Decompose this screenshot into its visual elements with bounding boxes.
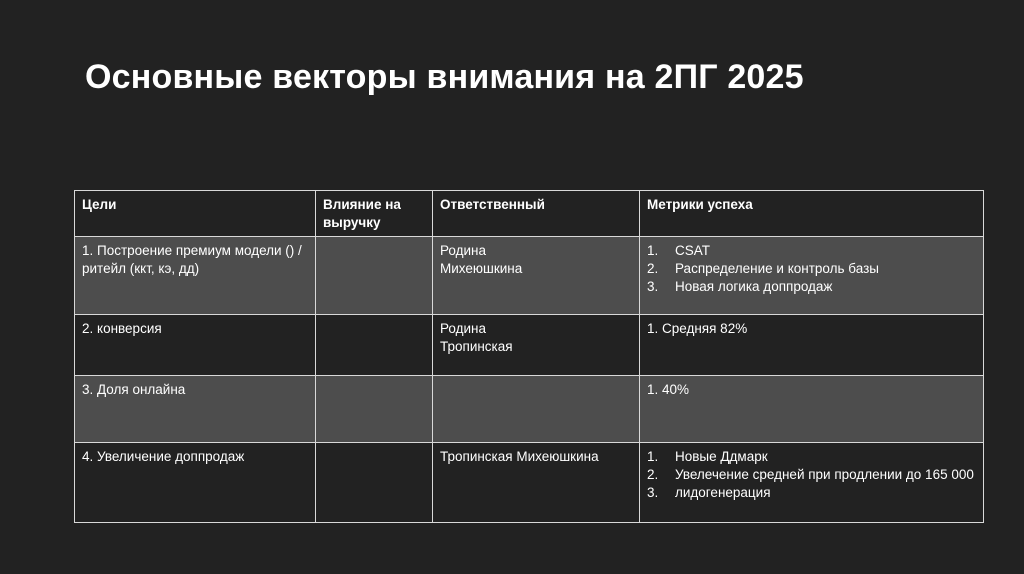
impact-cell	[316, 376, 433, 443]
owner-cell	[433, 237, 640, 315]
table-row	[75, 315, 984, 376]
metric-item: 1. Новые Ддмарк	[647, 449, 768, 464]
owner-name: Родина	[440, 243, 487, 258]
metrics-list	[647, 448, 976, 502]
goals-table	[74, 190, 984, 523]
slide-title: Основные векторы внимания на 2ПГ 2025	[85, 58, 804, 96]
metrics-cell	[640, 237, 984, 315]
metric-item: 2. Увелечение средней при продлении до 165 000	[647, 467, 974, 482]
goal-cell: 1. Построение премиум модели () /ритейл (ккт, кэ, дд)	[75, 237, 316, 315]
table-row	[75, 237, 984, 315]
header-impact: Влияние на выручку	[316, 191, 433, 237]
header-goals: Цели	[75, 191, 316, 237]
owner-name: Тропинская Михеюшкина	[440, 449, 599, 464]
metric-item: 3. лидогенерация	[647, 485, 771, 500]
table-row	[75, 376, 984, 443]
impact-cell	[316, 237, 433, 315]
impact-cell	[316, 315, 433, 376]
metrics-cell	[640, 443, 984, 523]
owner-cell	[433, 376, 640, 443]
table-row	[75, 443, 984, 523]
owner-cell	[433, 315, 640, 376]
metric-item: 1. CSAT	[647, 243, 711, 258]
owner-cell	[433, 443, 640, 523]
impact-cell	[316, 443, 433, 523]
metric-item: 3. Новая логика доппродаж	[647, 279, 833, 294]
table-header-row	[75, 191, 984, 237]
owner-name: Тропинская	[440, 339, 513, 354]
goal-cell: 2. конверсия	[75, 315, 316, 376]
metrics-list	[647, 242, 976, 296]
metric-item: 2. Распределение и контроль базы	[647, 261, 879, 276]
goal-cell: 4. Увеличение доппродаж	[75, 443, 316, 523]
owner-name: Михеюшкина	[440, 261, 523, 276]
metrics-cell: 1. Средняя 82%	[640, 315, 984, 376]
header-owner: Ответственный	[433, 191, 640, 237]
header-metrics: Метрики успеха	[640, 191, 984, 237]
owner-name: Родина	[440, 321, 487, 336]
metrics-cell: 1. 40%	[640, 376, 984, 443]
goal-cell: 3. Доля онлайна	[75, 376, 316, 443]
